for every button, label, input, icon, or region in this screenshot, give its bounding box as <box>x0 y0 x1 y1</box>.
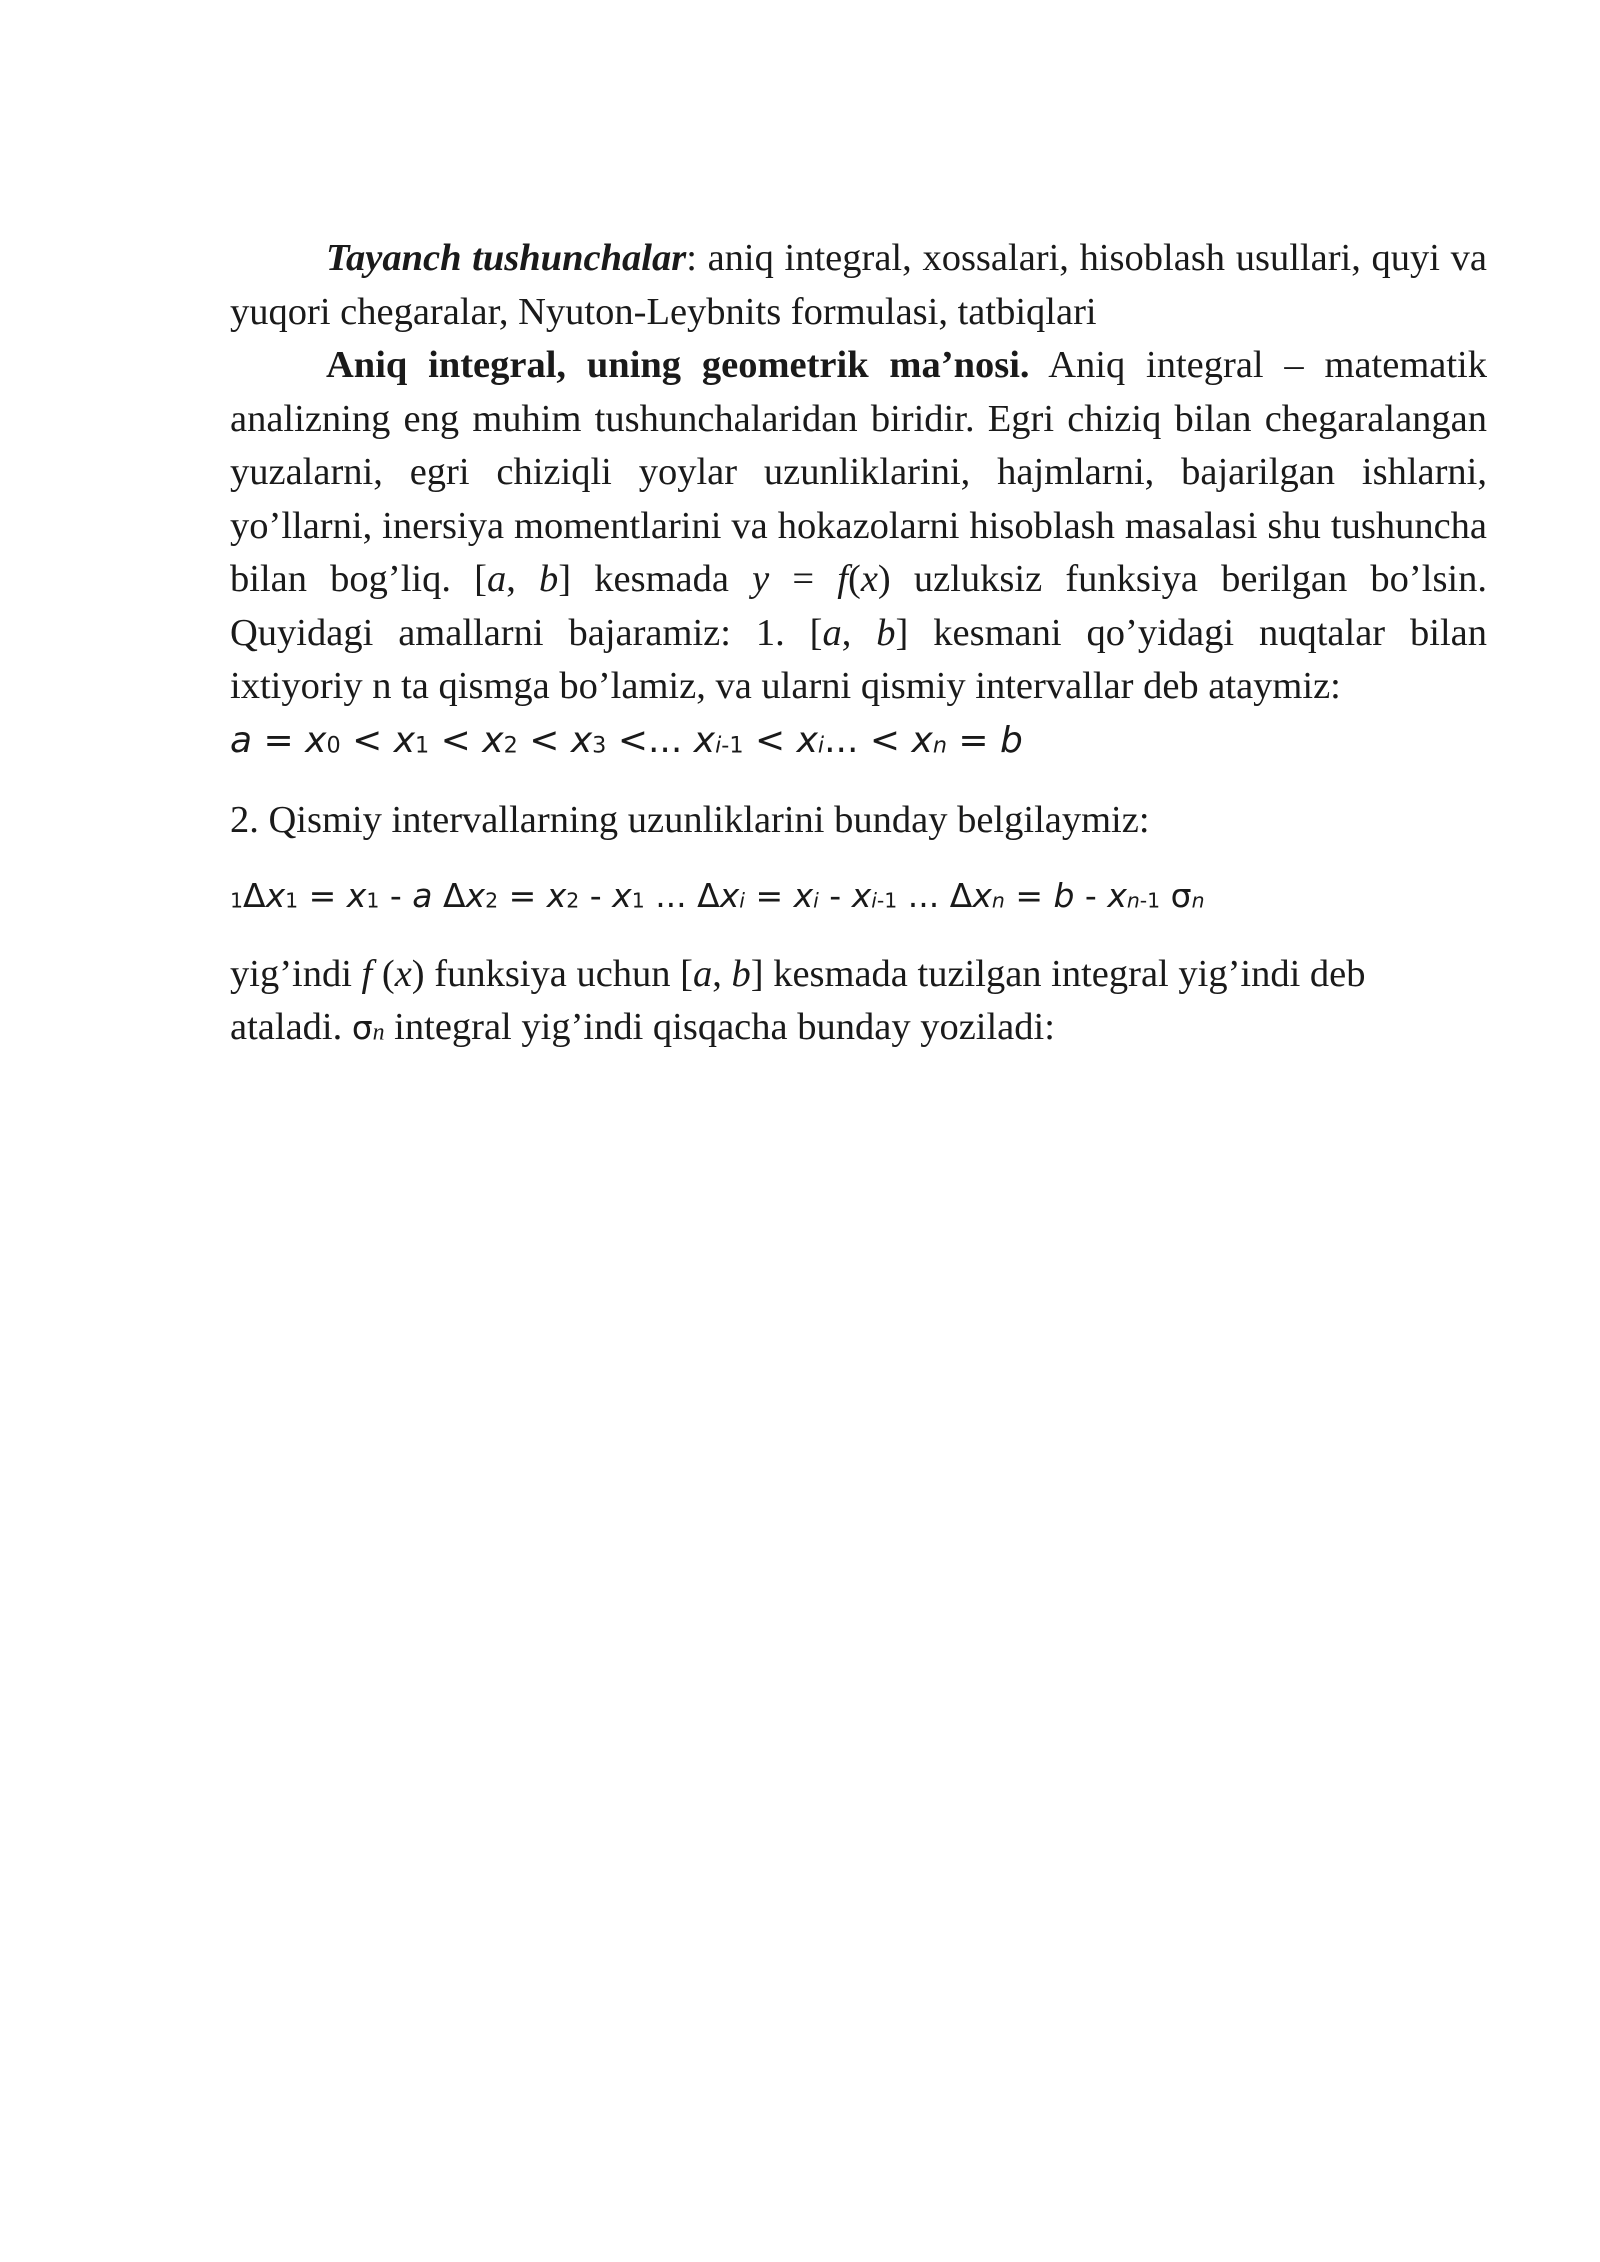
definition-text-4: ] kesmani qo’yidagi nuqtalar bilan ixtiyoriy n ta qismga bo’lamiz, va ularni qismiy intervallar deb ataymiz: <box>230 611 1488 707</box>
sigma-sub-n: n <box>1191 888 1205 913</box>
delta-eq: = <box>744 876 794 916</box>
delta-sub-n: n <box>991 888 1005 913</box>
definition-text-2: ] kesmada <box>558 558 753 600</box>
delta-sub: 1 <box>285 888 299 913</box>
var-b: b <box>539 558 559 600</box>
document-page <box>230 232 1487 1060</box>
sum-comma: , <box>712 952 732 995</box>
delta-sub: 1 <box>631 888 645 913</box>
delta-x: x <box>851 876 872 916</box>
delta-sub-i: i <box>871 888 877 913</box>
sum-var-b: b <box>731 952 751 995</box>
delta-sub-i: i <box>813 888 819 913</box>
delta-ellipsis: ... <box>644 876 698 916</box>
sum-text-pre: yig’indi <box>230 952 362 995</box>
delta-a: a <box>412 876 433 916</box>
definition-text-1: Aniq integral – matematik analizning eng muhim tushunchalaridan biridir. Egri chiziq bilan chegaralangan yuzalarni, egri chiziqli yoylar uzunliklarini, hajmlarni, bajarilgan ishlarni, yo’llarni, inersiya momentlarini va hokazolarni hisoblash masalasi shu tushuncha bilan bog’liq. [ <box>230 344 1487 600</box>
formula-x: x <box>482 719 504 761</box>
sum-var-x: x <box>394 952 412 995</box>
sum-paren: ( <box>372 952 395 995</box>
delta-x: x <box>612 876 632 916</box>
delta-sub-tail: -1 <box>876 888 898 913</box>
var-f: f <box>837 558 848 600</box>
delta-space <box>432 876 443 915</box>
partition-formula <box>230 714 1487 772</box>
formula-lt: < <box>517 719 571 761</box>
formula-lt: < <box>429 719 483 761</box>
formula-sub-0: 0 <box>326 731 341 758</box>
delta-symbol: Δ <box>442 876 466 916</box>
sum-var-a: a <box>693 952 713 995</box>
delta-sub: 1 <box>366 888 380 913</box>
delta-sub-i: i <box>739 888 745 913</box>
delta-symbol: Δ <box>949 876 973 916</box>
formula-sub-minus-1: -1 <box>721 731 744 758</box>
key-concepts-label: Tayanch tushunchalar <box>326 237 687 279</box>
sigma-symbol: σ <box>1160 876 1192 916</box>
formula-lt: < <box>743 719 797 761</box>
delta-x: x <box>972 876 992 916</box>
short-form-post: integral yig’indi qisqacha bunday yoziladi: <box>384 1006 1055 1049</box>
sigma-symbol: σ <box>351 1009 373 1048</box>
formula-x: x <box>305 719 327 761</box>
formula-lt: < <box>340 719 394 761</box>
delta-x: x <box>465 876 486 916</box>
formula-x: x <box>796 719 818 761</box>
definition-text-3: ) uzluksiz funksiya berilgan bo’lsin. Quyidagi amallarni bajaramiz: 1. [ <box>230 558 1487 654</box>
var-y: y <box>752 558 770 600</box>
key-concepts-text: aniq integral, xossalari, hisoblash usullari, quyi va yuqori chegaralar, Nyuton-Leybnits formulasi, tatbiqlari <box>230 237 1487 333</box>
delta-sub-n: n <box>1126 888 1140 913</box>
delta-x: x <box>265 876 286 916</box>
formula-a: a <box>230 719 253 761</box>
delta-x: x <box>719 876 740 916</box>
delta-minus: - <box>379 876 413 916</box>
delta-b: b <box>1053 876 1075 916</box>
formula-sub-2: 2 <box>503 731 518 758</box>
key-concepts-paragraph <box>230 232 1487 339</box>
formula-x: x <box>393 719 416 761</box>
definition-paragraph <box>230 339 1487 714</box>
delta-x: x <box>546 876 567 916</box>
integral-sum-paragraph <box>230 948 1487 1002</box>
formula-eq: = <box>946 719 1001 761</box>
formula-x: x <box>570 719 593 761</box>
delta-ellipsis: ... <box>897 876 950 916</box>
step-2-paragraph: 2. Qismiy intervallarning uzunliklarini bunday belgilaymiz: <box>230 798 1150 841</box>
delta-minus: - <box>579 876 613 916</box>
delta-lead: 1 <box>230 888 244 913</box>
formula-x: x <box>911 719 933 761</box>
var-a: a <box>486 558 507 600</box>
short-form-pre: ataladi. <box>230 1006 352 1049</box>
comma: , <box>506 558 540 600</box>
formula-sub-3: 3 <box>592 731 607 758</box>
short-form-paragraph <box>230 1001 1487 1060</box>
formula-ellipsis: <... <box>606 719 694 761</box>
delta-sub: 2 <box>566 888 580 913</box>
formula-sub-1: 1 <box>415 731 430 758</box>
paren-open: ( <box>847 558 861 600</box>
formula-eq: = <box>252 719 306 761</box>
delta-sub: 2 <box>485 888 499 913</box>
delta-sub-tail: -1 <box>1139 888 1161 913</box>
delta-symbol: Δ <box>243 876 266 916</box>
var-x: x <box>860 558 878 600</box>
delta-eq: = <box>498 876 547 916</box>
section-heading: Aniq integral, uning geometrik ma’nosi. <box>326 344 1030 386</box>
var-a-2: a <box>822 611 842 654</box>
sum-text-tail: ] kesmada tuzilgan integral yig’indi deb <box>750 952 1366 995</box>
delta-minus: - <box>818 876 852 916</box>
comma-2: , <box>841 611 877 654</box>
delta-minus: - <box>1074 876 1108 916</box>
sum-var-f: f <box>361 952 373 995</box>
delta-x: x <box>1107 876 1127 916</box>
delta-x: x <box>346 876 367 916</box>
formula-b: b <box>1000 719 1023 761</box>
delta-x: x <box>793 876 814 916</box>
formula-sub-i: i <box>817 731 825 758</box>
delta-symbol: Δ <box>697 876 720 916</box>
sigma-sub-n: n <box>372 1019 385 1046</box>
key-concepts-colon: : <box>686 237 697 279</box>
delta-eq: = <box>1004 876 1054 916</box>
sum-text: ) funksiya uchun [ <box>411 952 693 995</box>
delta-eq: = <box>298 876 347 916</box>
formula-sub-i: i <box>715 731 722 758</box>
formula-sub-n: n <box>932 731 947 758</box>
var-b-2: b <box>876 611 896 654</box>
formula-x: x <box>693 719 716 761</box>
delta-formula <box>230 871 1487 925</box>
equals: = <box>769 558 838 600</box>
formula-ellipsis: ... < <box>824 719 912 761</box>
